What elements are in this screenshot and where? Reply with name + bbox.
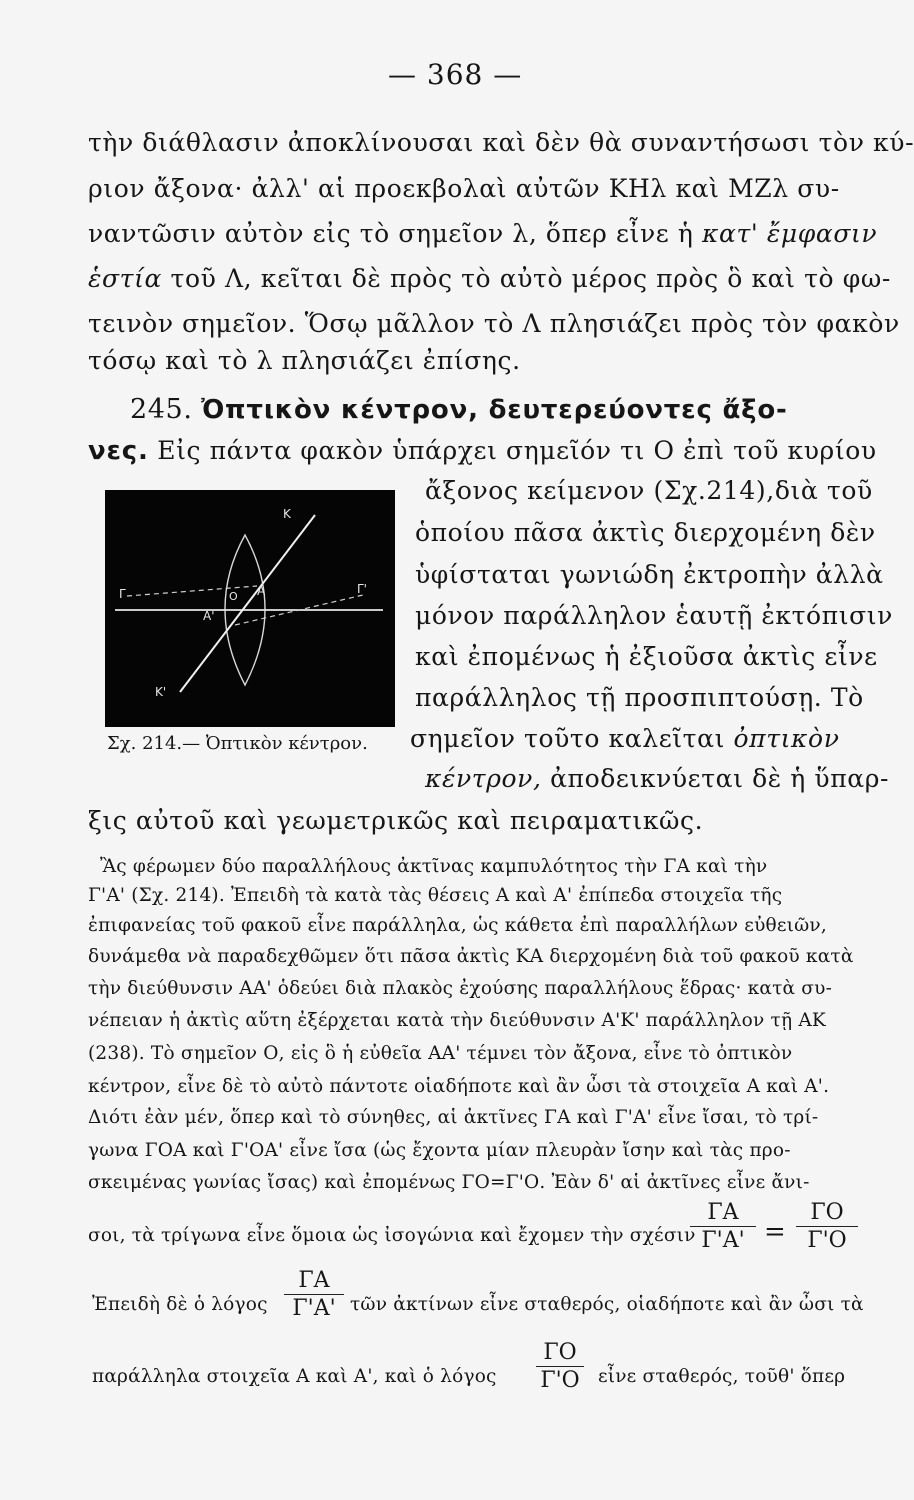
small-text-line: παράλληλα στοιχεῖα Α καὶ Α', καὶ ὁ λόγος: [92, 1366, 497, 1387]
figure-caption: Σχ. 214.— Ὀπτικὸν κέντρον.: [107, 733, 368, 754]
numerator: ΓΟ: [543, 1340, 577, 1365]
text-line: ξις αὐτοῦ καὶ γεωμετρικῶς καὶ πειραματικῶς.: [88, 806, 704, 835]
fraction-bar: [284, 1294, 344, 1295]
fraction-bar: [536, 1366, 584, 1367]
label-G: Γ: [119, 587, 126, 601]
section-number: 245.: [130, 394, 193, 425]
label-K-prime: K': [155, 685, 167, 699]
numerator: ΓΑ: [298, 1268, 330, 1293]
small-text-line: σοι, τὰ τρίγωνα εἶνε ὅμοια ὡς ἰσογώνια καὶ ἔχομεν τὴν σχέσιν: [88, 1225, 696, 1246]
small-text-line: τὴν διεύθυνσιν ΑΑ' ὁδεύει διὰ πλακὸς ἐχούσης παραλλήλους ἕδρας· κατὰ συ-: [88, 978, 833, 999]
denominator: Γ'Ο: [807, 1228, 847, 1253]
small-text-line: σκειμένας γωνίας ἴσας) καὶ ἐπομένως ΓΟ=Γ'Ο. Ἐὰν δ' αἱ ἀκτῖνες εἶνε ἄνι-: [88, 1172, 810, 1193]
text-line: τὴν διάθλασιν ἀποκλίνουσαι καὶ δὲν θὰ συναντήσωσι τὸν κύ-: [88, 128, 914, 157]
denominator: Γ'Α': [701, 1228, 745, 1253]
text-line: σημεῖον τοῦτο καλεῖται ὀπτικὸν: [410, 724, 840, 753]
small-text-line: ἐπιφανείας τοῦ φακοῦ εἶνε παράλληλα, ὡς κάθετα ἐπὶ παραλλήλων εὐθειῶν,: [88, 915, 827, 936]
label-K: K: [283, 507, 291, 521]
small-text-line: Διότι ἐὰν μέν, ὅπερ καὶ τὸ σύνηθες, αἱ ἀκτῖνες ΓΑ καὶ Γ'Α' εἶνε ἴσαι, τὸ τρί-: [88, 1107, 819, 1128]
small-text-line: κέντρον, εἶνε δὲ τὸ αὐτὸ πάντοτε οἱαδήποτε καὶ ἂν ὦσι τὰ στοιχεῖα Α καὶ Α'.: [88, 1076, 830, 1097]
text-line: ὁποίου πᾶσα ἀκτὶς διερχομένη δὲν: [415, 518, 876, 547]
fraction-GO-over-G2O: [536, 1340, 584, 1393]
small-text-line: νέπειαν ἡ ἀκτὶς αὕτη ἐξέρχεται κατὰ τὴν διεύθυνσιν Α'Κ' παράλληλον τῇ ΑΚ: [88, 1010, 826, 1031]
section-title: Ὀπτικὸν κέντρον, δευτερεύοντες ἄξο-: [201, 395, 788, 425]
page-number: — 368 —: [388, 58, 523, 91]
text-line: μόνον παράλληλον ἑαυτῇ ἐκτόπισιν: [415, 601, 893, 630]
text-line: νες. Εἰς πάντα φακὸν ὑπάρχει σημεῖόν τι Ο ἐπὶ τοῦ κυρίου: [88, 436, 877, 466]
fraction-GO-over-G2O: [796, 1200, 858, 1253]
text-line: ἄξονος κείμενον (Σχ.214),διὰ τοῦ: [425, 476, 873, 505]
text-line: ναντῶσιν αὐτὸν εἰς τὸ σημεῖον λ, ὅπερ εἶνε ἡ κατ' ἔμφασιν: [88, 219, 878, 248]
denominator: Γ'Α': [292, 1296, 336, 1321]
numerator: ΓΑ: [707, 1200, 739, 1225]
small-text-line: τῶν ἀκτίνων εἶνε σταθερός, οἱαδήποτε καὶ ἂν ὦσι τὰ: [350, 1294, 864, 1315]
section-heading: [130, 394, 788, 425]
label-A-prime: A': [203, 609, 215, 623]
small-text-line: γωνα ΓΟΑ καὶ Γ'ΟΑ' εἶνε ἴσα (ὡς ἔχοντα μίαν πλευρὰν ἴσην καὶ τὰς προ-: [88, 1140, 791, 1161]
text-line: ἑστία τοῦ Λ, κεῖται δὲ πρὸς τὸ αὐτὸ μέρος πρὸς ὃ καὶ τὸ φω-: [88, 264, 891, 293]
small-text-line: Γ'Α' (Σχ. 214). Ἐπειδὴ τὰ κατὰ τὰς θέσεις Α καὶ Α' ἐπίπεδα στοιχεῖα τῆς: [88, 885, 783, 906]
small-text-line: (238). Τὸ σημεῖον Ο, εἰς ὃ ἡ εὐθεῖα ΑΑ' τέμνει τὸν ἄξονα, εἶνε τὸ ὀπτικὸν: [88, 1043, 793, 1064]
fraction-GA-over-G2A2: [284, 1268, 344, 1321]
fraction-bar: [796, 1226, 858, 1227]
italic-term: ἑστία: [88, 264, 162, 293]
label-O: O: [229, 590, 238, 603]
small-text-line: δυνάμεθα νὰ παραδεχθῶμεν ὅτι πᾶσα ἀκτὶς ΚΑ διερχομένη διὰ τοῦ φακοῦ κατὰ: [88, 946, 854, 967]
small-text-line: Ἂς φέρωμεν δύο παραλλήλους ἀκτῖνας καμπυλότητος τὴν ΓΑ καὶ τὴν: [100, 856, 768, 877]
text-line: ὑφίσταται γωνιώδη ἐκτροπὴν ἀλλὰ: [415, 560, 884, 589]
fraction-GA-over-G2A2: [690, 1200, 756, 1253]
label-G-prime: Γ': [357, 582, 367, 596]
italic-term: κατ' ἔμφασιν: [701, 219, 878, 248]
text-line: παράλληλος τῇ προσπιπτούσῃ. Τὸ: [415, 683, 864, 712]
text-line: ριον ἄξονα· ἀλλ' αἱ προεκβολαὶ αὐτῶν ΚΗλ καὶ ΜΖλ συ-: [88, 174, 840, 203]
figure-background: [105, 490, 395, 727]
label-A: A: [257, 584, 266, 598]
small-text-line: εἶνε σταθερός, τοῦθ' ὅπερ: [598, 1366, 846, 1387]
text-line: καὶ ἐπομένως ἡ ἐξιοῦσα ἀκτὶς εἶνε: [415, 642, 878, 671]
text-line: κέντρον, ἀποδεικνύεται δὲ ἡ ὕπαρ-: [425, 764, 890, 793]
small-text-line: Ἐπειδὴ δὲ ὁ λόγος: [92, 1294, 268, 1315]
text-line: τεινὸν σημεῖον. Ὅσῳ μᾶλλον τὸ Λ πλησιάζει πρὸς τὸν φακὸν: [88, 309, 900, 338]
denominator: Γ'Ο: [540, 1368, 580, 1393]
numerator: ΓΟ: [810, 1200, 844, 1225]
fraction-bar: [690, 1226, 756, 1227]
figure-optical-center: [105, 490, 395, 727]
text-line: τόσῳ καὶ τὸ λ πλησιάζει ἐπίσης.: [88, 346, 521, 375]
equals-sign: =: [764, 1217, 786, 1247]
italic-term: κέντρον,: [425, 764, 542, 793]
italic-term: ὀπτικὸν: [733, 724, 840, 753]
